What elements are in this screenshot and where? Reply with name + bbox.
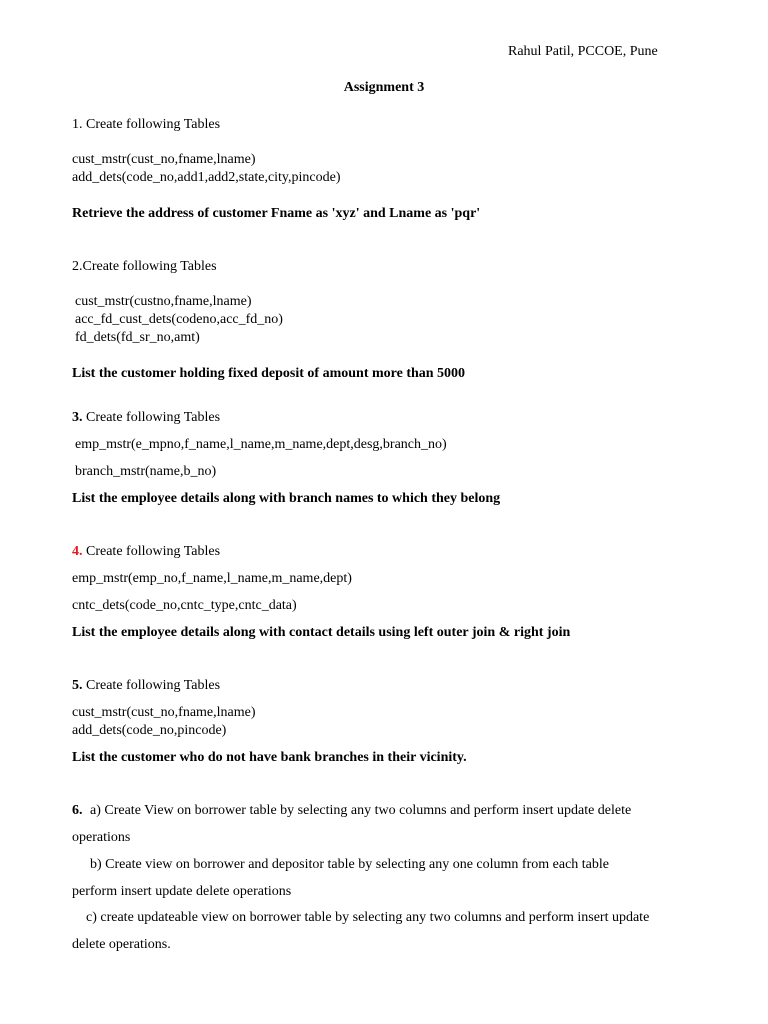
section-5-query: List the customer who do not have bank branches in their vicinity. [72, 750, 467, 765]
section-2-table-1: cust_mstr(custno,fname,lname) [75, 294, 252, 309]
section-6-line-c: c) create updateable view on borrower table by selecting any two columns and perform insert update [86, 910, 650, 925]
section-6-line-b: b) Create view on borrower and depositor table by selecting any one column from each table [90, 857, 609, 872]
section-2-table-3: fd_dets(fd_sr_no,amt) [75, 330, 200, 345]
section-5-table-2: add_dets(code_no,pincode) [72, 723, 227, 738]
section-1-table-2: add_dets(code_no,add1,add2,state,city,pincode) [72, 170, 341, 185]
section-4-table-2: cntc_dets(code_no,cntc_type,cntc_data) [72, 598, 297, 613]
section-3-query: List the employee details along with branch names to which they belong [72, 491, 501, 506]
section-3-heading-text: Create following Tables [82, 410, 221, 425]
section-2-number: 2. [72, 259, 83, 274]
section-6-number: 6. [72, 803, 83, 818]
section-2-query: List the customer holding fixed deposit of amount more than 5000 [72, 366, 466, 381]
section-6-line-b-cont: perform insert update delete operations [72, 884, 292, 899]
section-6-line-a-cont: operations [72, 830, 131, 845]
section-5-heading [72, 677, 220, 695]
section-3-heading [72, 409, 220, 427]
section-6-line-c-cont: delete operations. [72, 937, 171, 952]
section-4-heading [72, 543, 220, 561]
section-5-heading-text: Create following Tables [82, 678, 221, 693]
section-5-number: 5. [72, 678, 83, 693]
page-title: Assignment 3 [343, 80, 425, 95]
section-4-heading-text: Create following Tables [82, 544, 221, 559]
section-5-table-1: cust_mstr(cust_no,fname,lname) [72, 705, 256, 720]
section-1-table-1: cust_mstr(cust_no,fname,lname) [72, 152, 256, 167]
section-1-query: Retrieve the address of customer Fname as 'xyz' and Lname as 'pqr' [72, 206, 481, 221]
section-6-line-a: a) Create View on borrower table by selecting any two columns and perform insert update delete [90, 803, 632, 818]
section-2-table-2: acc_fd_cust_dets(codeno,acc_fd_no) [75, 312, 283, 327]
section-3-table-1: emp_mstr(e_mpno,f_name,l_name,m_name,dept,desg,branch_no) [75, 437, 447, 452]
section-2-heading [72, 258, 217, 276]
section-3-number: 3. [72, 410, 83, 425]
section-4-number: 4. [72, 544, 83, 559]
author-line: Rahul Patil, PCCOE, Pune [508, 44, 658, 59]
section-1-heading [72, 116, 220, 134]
section-1-heading-text: Create following Tables [82, 117, 221, 132]
section-2-heading-text: Create following Tables [82, 259, 217, 274]
section-4-table-1: emp_mstr(emp_no,f_name,l_name,m_name,dept) [72, 571, 352, 586]
section-4-query: List the employee details along with contact details using left outer join & right join [72, 625, 571, 640]
section-3-table-2: branch_mstr(name,b_no) [75, 464, 217, 479]
section-1-number: 1. [72, 117, 83, 132]
